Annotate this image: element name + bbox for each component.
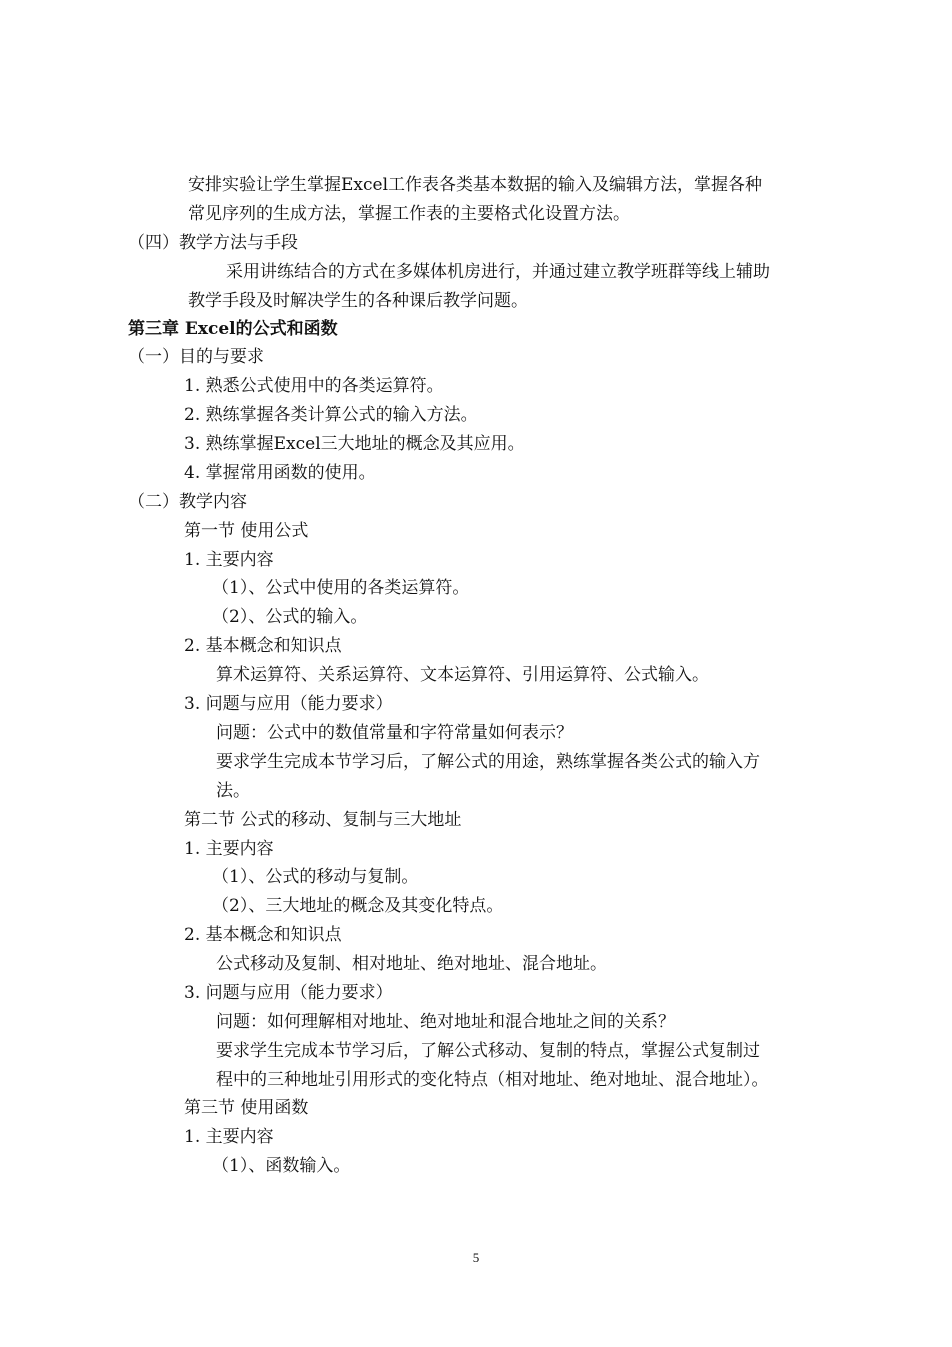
section-1-main-item-1: （1）、公式中使用的各类运算符。 <box>212 578 470 598</box>
section-1-problem-text: 问题：公式中的数值常量和字符常量如何表示？ <box>216 723 573 743</box>
section-2-main-label: 1. 主要内容 <box>184 839 274 859</box>
goal-item-1: 1. 熟悉公式使用中的各类运算符。 <box>184 376 444 396</box>
section-2-main-item-2: （2）、三大地址的概念及其变化特点。 <box>212 896 504 916</box>
section-2-concepts-text: 公式移动及复制、相对地址、绝对地址、混合地址。 <box>216 954 607 974</box>
section-2-requirement-line-1: 要求学生完成本节学习后，了解公式移动、复制的特点，掌握公式复制过 <box>216 1041 760 1061</box>
section-2-requirement-line-2: 程中的三种地址引用形式的变化特点（相对地址、绝对地址、混合地址）。 <box>216 1070 769 1090</box>
content-heading: （二）教学内容 <box>128 492 247 512</box>
section-1-concepts-text: 算术运算符、关系运算符、文本运算符、引用运算符、公式输入。 <box>216 665 709 685</box>
section-2-title: 第二节 公式的移动、复制与三大地址 <box>184 810 462 830</box>
page-number: 5 <box>472 1250 480 1265</box>
section-1-title: 第一节 使用公式 <box>184 521 309 541</box>
goal-item-2: 2. 熟练掌握各类计算公式的输入方法。 <box>184 405 478 425</box>
section-2-problems-label: 3. 问题与应用（能力要求） <box>184 983 393 1003</box>
goal-item-4: 4. 掌握常用函数的使用。 <box>184 463 376 483</box>
section-1-concepts-label: 2. 基本概念和知识点 <box>184 636 342 656</box>
section-2-main-item-1: （1）、公式的移动与复制。 <box>212 867 419 887</box>
section-1-main-item-2: （2）、公式的输入。 <box>212 607 368 627</box>
section-3-main-item-1: （1）、函数输入。 <box>212 1156 351 1176</box>
section-1-main-label: 1. 主要内容 <box>184 550 274 570</box>
section-3-title: 第三节 使用函数 <box>184 1098 309 1118</box>
goal-item-3: 3. 熟练掌握Excel三大地址的概念及其应用。 <box>184 434 525 454</box>
chapter-title: 第三章 Excel的公式和函数 <box>128 319 338 339</box>
section-2-problem-text: 问题：如何理解相对地址、绝对地址和混合地址之间的关系？ <box>216 1012 675 1032</box>
goals-heading: （一）目的与要求 <box>128 347 264 367</box>
section-4-body-line-1: 采用讲练结合的方式在多媒体机房进行，并通过建立教学班群等线上辅助 <box>226 262 770 282</box>
section-1-requirement-line-1: 要求学生完成本节学习后，了解公式的用途，熟练掌握各类公式的输入方 <box>216 752 760 772</box>
section-1-requirement-line-2: 法。 <box>216 781 250 801</box>
section-1-problems-label: 3. 问题与应用（能力要求） <box>184 694 393 714</box>
section-3-main-label: 1. 主要内容 <box>184 1127 274 1147</box>
intro-paragraph-line-1: 安排实验让学生掌握Excel工作表各类基本数据的输入及编辑方法，掌握各种 <box>188 175 763 195</box>
intro-paragraph-line-2: 常见序列的生成方法，掌握工作表的主要格式化设置方法。 <box>188 204 630 224</box>
section-4-body-line-2: 教学手段及时解决学生的各种课后教学问题。 <box>188 291 528 311</box>
section-4-heading: （四）教学方法与手段 <box>128 233 298 253</box>
section-2-concepts-label: 2. 基本概念和知识点 <box>184 925 342 945</box>
